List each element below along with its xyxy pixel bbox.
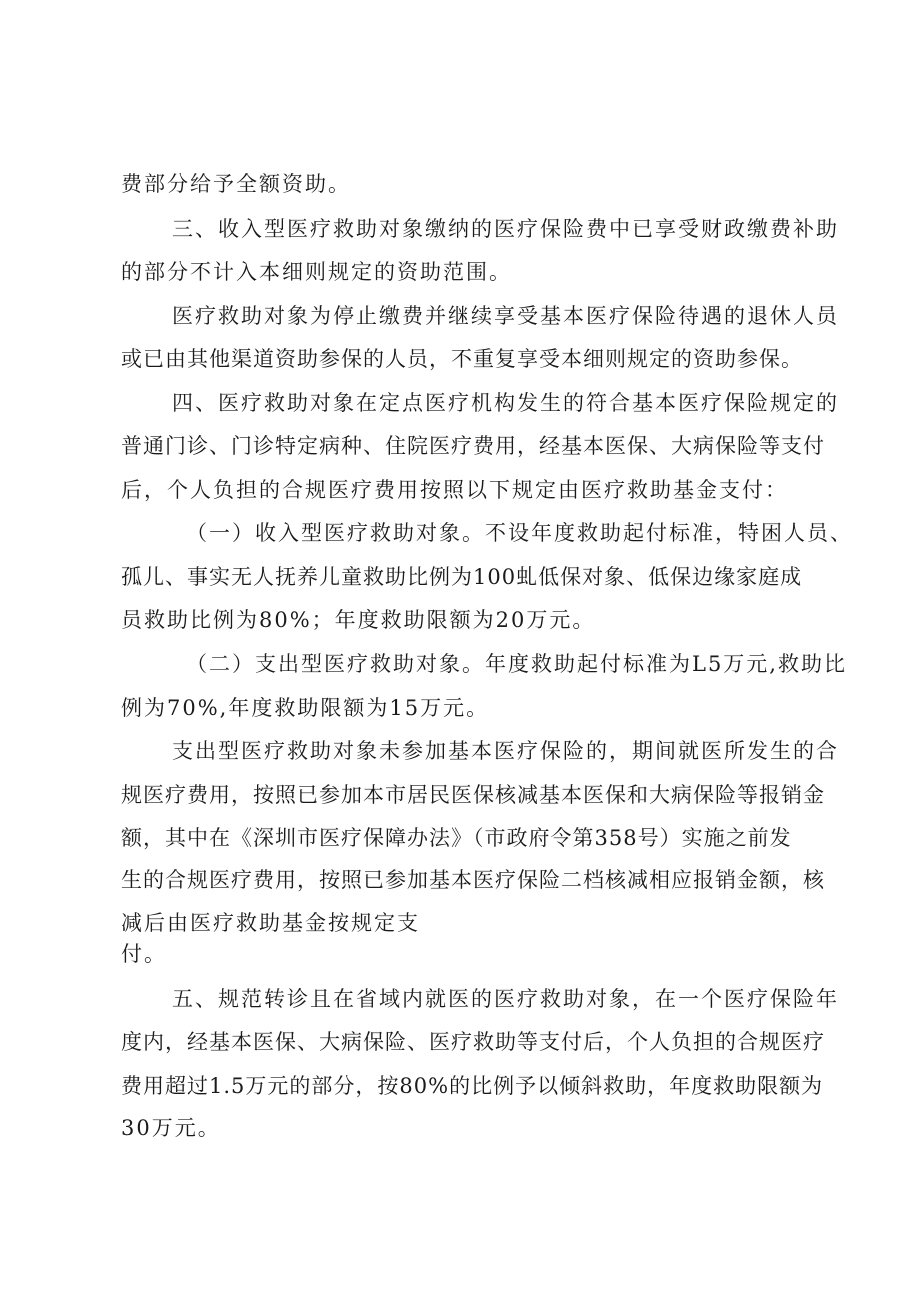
text-line: 规医疗费用，按照已参加本市居民医保核减基本医保和大病保险等报销金 xyxy=(121,783,825,807)
text-line: 孤儿、事实无人抚养儿童救助比例为100虬低保对象、低保边缘家庭成 xyxy=(121,565,803,589)
text-line: 四、医疗救助对象在定点医疗机构发生的符合基本医疗保险规定的 xyxy=(172,391,839,415)
text-line: 费用超过1.5万元的部分，按80%的比例予以倾斜救助，年度救助限额为 xyxy=(121,1074,824,1098)
text-line: 减后由医疗救助基金按规定支 xyxy=(121,911,420,935)
text-line: 生的合规医疗费用，按照已参加基本医疗保险二档核减相应报销金额，核 xyxy=(121,868,825,892)
text-line: 支出型医疗救助对象未参加基本医疗保险的，期间就医所发生的合 xyxy=(172,739,839,763)
text-line: 三、收入型医疗救助对象缴纳的医疗保险费中已享受财政缴费补助 xyxy=(172,217,839,241)
text-line: 额，其中在《深圳市医疗保障办法》（市政府令第358号）实施之前发 xyxy=(121,826,792,850)
text-line: 例为70%,年度救助限额为15万元。 xyxy=(121,696,490,720)
text-line: （一）收入型医疗救助对象。不设年度救助起付标准，特困人员、 xyxy=(186,521,853,545)
text-line: 医疗救助对象为停止缴费并继续享受基本医疗保险待遇的退休人员 xyxy=(172,304,839,328)
text-line: 普通门诊、门诊特定病种、住院医疗费用，经基本医保、大病保险等支付 xyxy=(121,434,825,458)
text-line: 30万元。 xyxy=(121,1116,221,1140)
text-line: 度内，经基本医保、大病保险、医疗救助等支付后，个人负担的合规医疗 xyxy=(121,1030,825,1054)
text-line: 五、规范转诊且在省域内就医的医疗救助对象，在一个医疗保险年 xyxy=(172,987,839,1011)
text-line: 员救助比例为80%；年度救助限额为20万元。 xyxy=(121,608,596,632)
text-line: （二）支出型医疗救助对象。年度救助起付标准为L5万元,救助比 xyxy=(186,652,847,676)
text-line: 费部分给予全额资助。 xyxy=(121,172,351,196)
text-line: 或已由其他渠道资助参保的人员，不重复享受本细则规定的资助参保。 xyxy=(121,347,803,371)
text-line: 后，个人负担的合规医疗费用按照以下规定由医疗救助基金支付： xyxy=(121,478,788,502)
text-line: 付。 xyxy=(121,942,167,966)
text-line: 的部分不计入本细则规定的资助范围。 xyxy=(121,260,512,284)
